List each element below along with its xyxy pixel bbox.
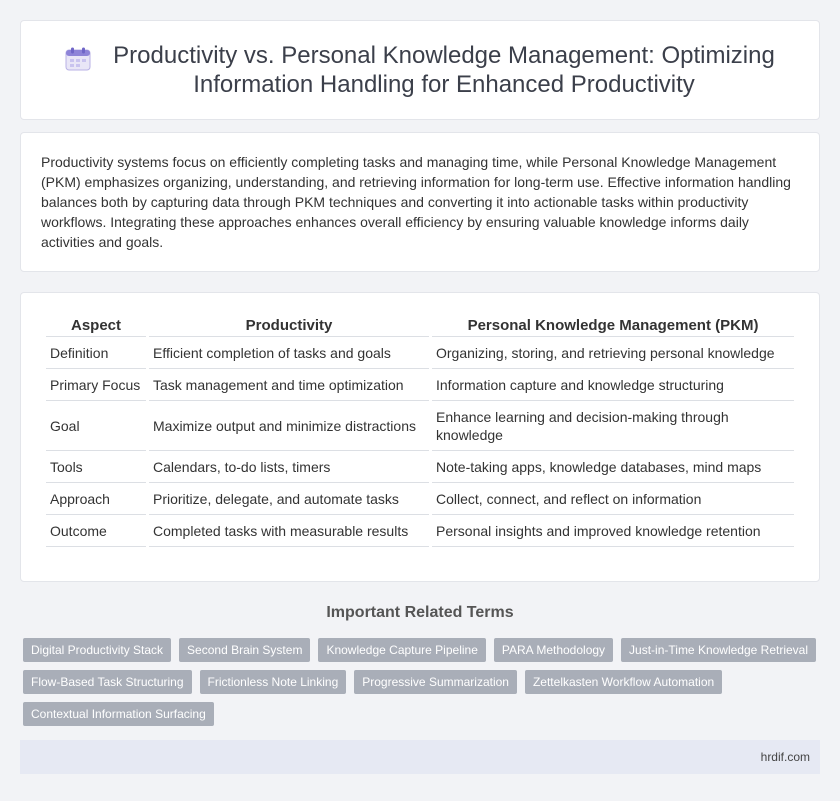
tag-frictionless-note-linking[interactable]: Frictionless Note Linking xyxy=(200,670,347,694)
related-terms-tags xyxy=(20,638,820,726)
cell-aspect: Outcome xyxy=(46,515,146,547)
cell-pkm: Personal insights and improved knowledge retention xyxy=(432,515,794,547)
comparison-table xyxy=(43,313,797,547)
title-line-1: Productivity vs. Personal Knowledge Management: Optimizing xyxy=(113,42,775,69)
title-line-2: Information Handling for Enhanced Productivity xyxy=(193,71,695,98)
cell-pkm: Information capture and knowledge structuring xyxy=(432,369,794,401)
summary-text: Productivity systems focus on efficiently completing tasks and managing time, while Personal Knowledge Management (PKM) emphasizes organizing, understanding, and retrieving information for long-term use. Effective information handling balances both by capturing data through PKM techniques and converting it into actionable tasks within productivity workflows. Integrating these approaches enhances overall efficiency by ensuring valuable knowledge informs daily activities and goals. xyxy=(41,154,791,250)
page-title xyxy=(113,41,775,99)
tag-just-in-time-knowledge-retrieval[interactable]: Just-in-Time Knowledge Retrieval xyxy=(621,638,816,662)
cell-productivity: Calendars, to-do lists, timers xyxy=(149,451,429,483)
tag-knowledge-capture-pipeline[interactable]: Knowledge Capture Pipeline xyxy=(318,638,485,662)
cell-productivity: Maximize output and minimize distractions xyxy=(149,401,429,451)
cell-aspect: Goal xyxy=(46,401,146,451)
cell-aspect: Tools xyxy=(46,451,146,483)
cell-productivity: Efficient completion of tasks and goals xyxy=(149,337,429,369)
cell-productivity: Task management and time optimization xyxy=(149,369,429,401)
table-row xyxy=(46,483,794,515)
cell-aspect: Approach xyxy=(46,483,146,515)
tag-progressive-summarization[interactable]: Progressive Summarization xyxy=(354,670,517,694)
table-row xyxy=(46,337,794,369)
calendar-icon xyxy=(65,47,91,71)
cell-productivity: Completed tasks with measurable results xyxy=(149,515,429,547)
table-row xyxy=(46,451,794,483)
cell-pkm: Enhance learning and decision-making through knowledge xyxy=(432,401,794,451)
tag-flow-based-task-structuring[interactable]: Flow-Based Task Structuring xyxy=(23,670,192,694)
header-productivity: Productivity xyxy=(149,313,429,337)
cell-pkm: Organizing, storing, and retrieving personal knowledge xyxy=(432,337,794,369)
cell-pkm: Collect, connect, and reflect on information xyxy=(432,483,794,515)
tag-second-brain-system[interactable]: Second Brain System xyxy=(179,638,310,662)
table-row xyxy=(46,401,794,451)
tag-contextual-information-surfacing[interactable]: Contextual Information Surfacing xyxy=(23,702,214,726)
table-header-row xyxy=(46,313,794,337)
cell-pkm: Note-taking apps, knowledge databases, mind maps xyxy=(432,451,794,483)
comparison-table-card xyxy=(20,292,820,582)
related-terms-title: Important Related Terms xyxy=(326,604,514,621)
cell-productivity: Prioritize, delegate, and automate tasks xyxy=(149,483,429,515)
table-row xyxy=(46,369,794,401)
tag-para-methodology[interactable]: PARA Methodology xyxy=(494,638,613,662)
tag-digital-productivity-stack[interactable]: Digital Productivity Stack xyxy=(23,638,171,662)
summary-card xyxy=(20,132,820,272)
title-card xyxy=(20,20,820,120)
header-aspect: Aspect xyxy=(46,313,146,337)
tag-zettelkasten-workflow-automation[interactable]: Zettelkasten Workflow Automation xyxy=(525,670,722,694)
table-row xyxy=(46,515,794,547)
title-wrap xyxy=(65,41,775,99)
footer xyxy=(20,740,820,774)
footer-site[interactable]: hrdif.com xyxy=(760,750,810,764)
cell-aspect: Primary Focus xyxy=(46,369,146,401)
header-pkm: Personal Knowledge Management (PKM) xyxy=(432,313,794,337)
cell-aspect: Definition xyxy=(46,337,146,369)
